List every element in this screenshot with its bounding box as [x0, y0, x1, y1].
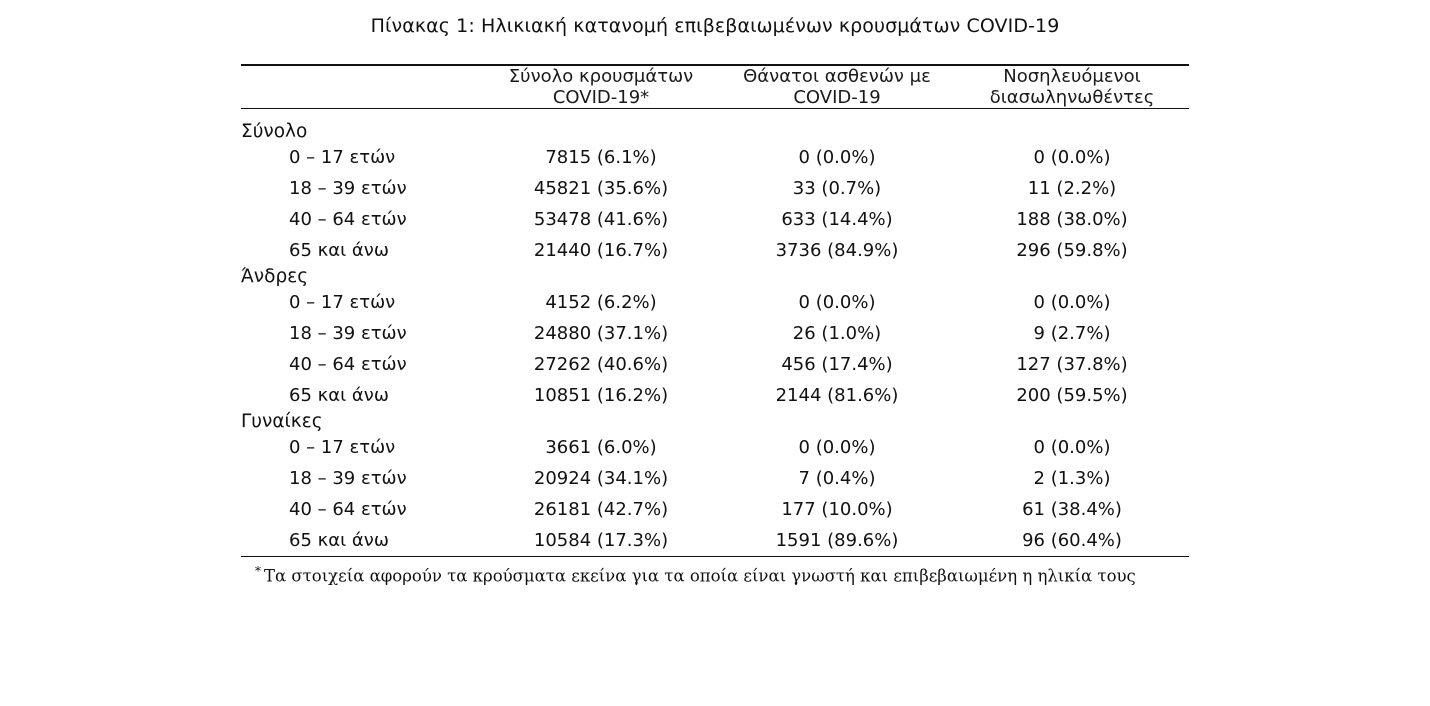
cell-cases: 53478 (41.6%) [533, 209, 669, 230]
table-row [241, 173, 1189, 204]
cell-deaths: 0 (0.0%) [798, 147, 876, 168]
row-label: 65 και άνω [289, 240, 389, 261]
cell-intubated: 0 (0.0%) [1033, 147, 1111, 168]
table-footnote [241, 564, 1189, 586]
row-label: 18 – 39 ετών [289, 323, 407, 344]
column-header-intubated-line1: Νοσηλευόμενοι [1003, 66, 1141, 87]
table-container [241, 64, 1189, 557]
table-row [241, 204, 1189, 235]
row-label: 0 – 17 ετών [289, 147, 396, 168]
row-label: 18 – 39 ετών [289, 468, 407, 489]
footnote-text: Τα στοιχεία αφορούν τα κρούσματα εκείνα για τα οποία είναι γνωστή και επιβεβαιωμένη η ηλικία τους [264, 566, 1136, 586]
group-header-total [241, 109, 1189, 142]
cell-cases: 26181 (42.7%) [533, 499, 669, 520]
row-label: 18 – 39 ετών [289, 178, 407, 199]
table-row [241, 494, 1189, 525]
page-title: Πίνακας 1: Ηλικιακή κατανομή επιβεβαιωμένων κρουσμάτων COVID-19 [370, 15, 1060, 37]
column-header-cases-line1: Σύνολο κρουσμάτων [508, 66, 694, 87]
row-label: 0 – 17 ετών [289, 292, 396, 313]
table-row [241, 463, 1189, 494]
column-header-cases [483, 66, 719, 109]
table-row [241, 287, 1189, 318]
column-header-intubated [955, 66, 1189, 109]
cell-cases: 45821 (35.6%) [533, 178, 669, 199]
table-row [241, 349, 1189, 380]
cell-deaths: 0 (0.0%) [798, 437, 876, 458]
cell-intubated: 96 (60.4%) [1022, 530, 1122, 551]
cell-deaths: 1591 (89.6%) [775, 530, 899, 551]
cell-intubated: 11 (2.2%) [1027, 178, 1117, 199]
cell-intubated: 61 (38.4%) [1022, 499, 1122, 520]
cell-deaths: 0 (0.0%) [798, 292, 876, 313]
cell-cases: 4152 (6.2%) [545, 292, 657, 313]
cell-cases: 27262 (40.6%) [533, 354, 669, 375]
row-label: 40 – 64 ετών [289, 209, 407, 230]
cell-deaths: 177 (10.0%) [781, 499, 893, 520]
cell-cases: 21440 (16.7%) [533, 240, 669, 261]
cell-intubated: 0 (0.0%) [1033, 437, 1111, 458]
column-header-cases-line2: COVID-19* [552, 87, 650, 108]
cell-intubated: 9 (2.7%) [1033, 323, 1111, 344]
cell-intubated: 0 (0.0%) [1033, 292, 1111, 313]
cell-intubated: 296 (59.8%) [1016, 240, 1128, 261]
row-label: 0 – 17 ετών [289, 437, 396, 458]
table-header-row [241, 66, 1189, 109]
cell-cases: 10584 (17.3%) [533, 530, 669, 551]
table-row [241, 142, 1189, 173]
group-label: Άνδρες [241, 266, 309, 287]
column-header-deaths-line2: COVID-19 [793, 87, 881, 108]
group-header-men [241, 266, 1189, 287]
covid-age-distribution-table [241, 64, 1189, 557]
footnote-marker: * [255, 564, 261, 578]
row-label: 40 – 64 ετών [289, 354, 407, 375]
column-header-blank [241, 66, 483, 109]
table-row [241, 380, 1189, 411]
cell-deaths: 3736 (84.9%) [775, 240, 899, 261]
table-row [241, 318, 1189, 349]
cell-deaths: 26 (1.0%) [792, 323, 882, 344]
table-row [241, 525, 1189, 557]
column-header-deaths-line1: Θάνατοι ασθενών με [743, 66, 931, 87]
table-bottom-rule [241, 557, 1189, 558]
group-label: Σύνολο [241, 121, 308, 142]
cell-deaths: 456 (17.4%) [781, 354, 893, 375]
column-header-deaths [719, 66, 955, 109]
table-row [241, 432, 1189, 463]
cell-intubated: 2 (1.3%) [1033, 468, 1111, 489]
column-header-intubated-line2: διασωληνωθέντες [989, 87, 1155, 108]
cell-intubated: 200 (59.5%) [1016, 385, 1128, 406]
cell-cases: 24880 (37.1%) [533, 323, 669, 344]
group-label: Γυναίκες [241, 411, 323, 432]
row-label: 65 και άνω [289, 530, 389, 551]
row-label: 40 – 64 ετών [289, 499, 407, 520]
row-label: 65 και άνω [289, 385, 389, 406]
table-row [241, 235, 1189, 266]
cell-deaths: 2144 (81.6%) [775, 385, 899, 406]
cell-deaths: 633 (14.4%) [781, 209, 893, 230]
cell-intubated: 188 (38.0%) [1016, 209, 1128, 230]
cell-deaths: 7 (0.4%) [798, 468, 876, 489]
cell-cases: 10851 (16.2%) [533, 385, 669, 406]
cell-deaths: 33 (0.7%) [792, 178, 882, 199]
cell-cases: 3661 (6.0%) [545, 437, 657, 458]
cell-intubated: 127 (37.8%) [1016, 354, 1128, 375]
group-header-women [241, 411, 1189, 432]
cell-cases: 20924 (34.1%) [533, 468, 669, 489]
cell-cases: 7815 (6.1%) [545, 147, 657, 168]
